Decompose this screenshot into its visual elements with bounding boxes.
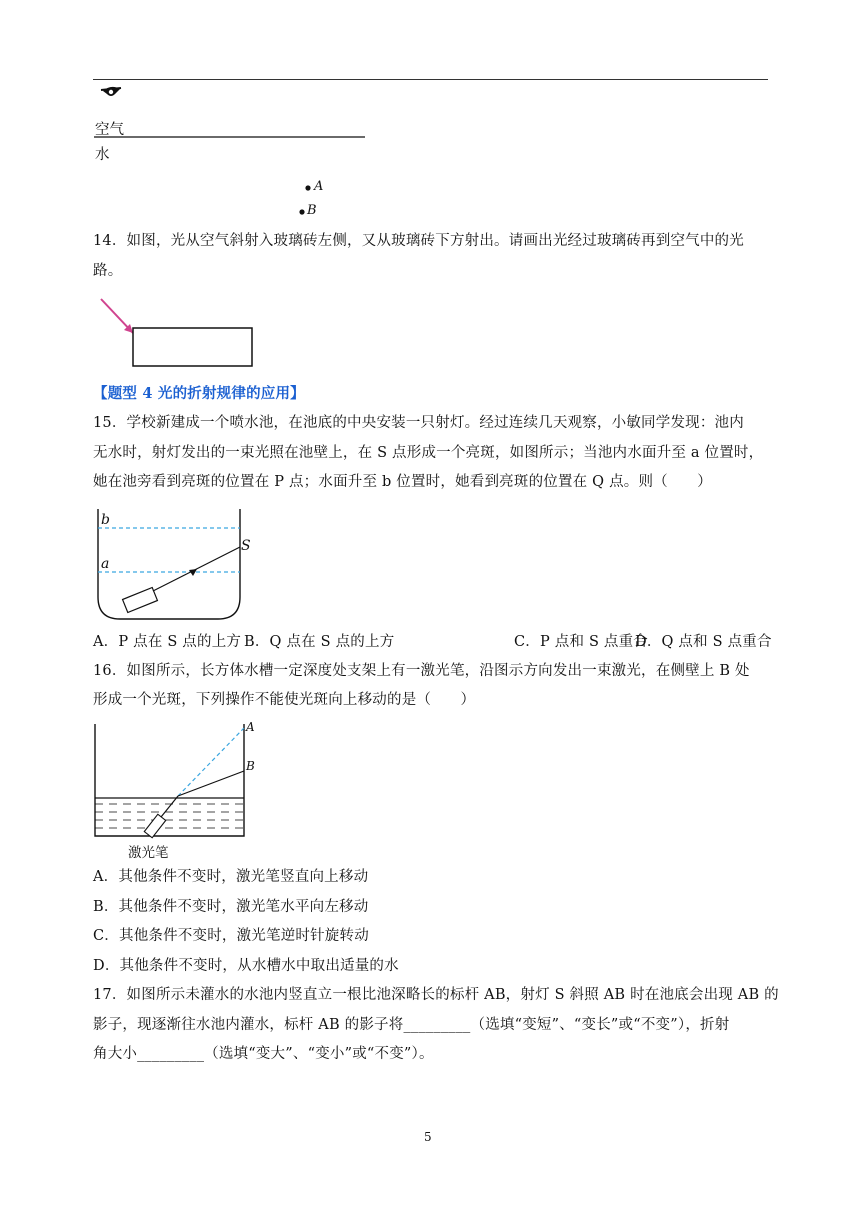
eye-icon — [101, 87, 121, 96]
q14-text-line2: 路。 — [93, 263, 123, 279]
q16-option-d: D．其他条件不变时，从水槽水中取出适量的水 — [93, 958, 399, 974]
q16-text-line1: 16．如图所示，长方体水槽一定深度处支架上有一激光笔，沿图示方向发出一束激光，在侧壁上 B 处 — [93, 663, 750, 679]
q16-option-a: A．其他条件不变时，激光笔竖直向上移动 — [93, 869, 369, 885]
water-label: 水 — [95, 147, 110, 163]
straight-path-dashed — [178, 728, 244, 796]
point-a-dot — [305, 185, 310, 190]
point-b-label: B — [307, 203, 317, 218]
section-heading: 【题型 4 光的折射规律的应用】 — [93, 385, 305, 402]
q15-option-a: A．P 点在 S 点的上方 — [93, 634, 242, 650]
q16-figure — [93, 720, 253, 842]
q14-text-line1: 14．如图，光从空气斜射入玻璃砖左侧，又从玻璃砖下方射出。请画出光经过玻璃砖再到空气中的光 — [93, 233, 744, 249]
q13-figure — [93, 82, 383, 222]
air-label: 空气 — [95, 122, 124, 138]
water-body — [95, 798, 244, 836]
q14-figure — [93, 294, 263, 374]
q15-option-c: C．P 点和 S 点重合 — [514, 634, 649, 650]
q17-text-line3: 角大小_________（选填“变大”、“变小”或“不变”）。 — [93, 1046, 434, 1062]
q15-label-b: b — [101, 512, 110, 528]
point-a-label: A — [314, 179, 324, 194]
point-b-dot — [299, 209, 304, 214]
q17-text-line2: 影子，现逐渐往水池内灌水，标杆 AB 的影子将_________（选填“变短”、“变长”或“不变”），折射 — [93, 1017, 730, 1033]
light-beam — [153, 547, 240, 591]
q15-figure — [93, 505, 253, 625]
q16-label-a: A — [246, 720, 255, 734]
q16-option-b: B．其他条件不变时，激光笔水平向左移动 — [93, 899, 369, 915]
refracted-beam — [178, 771, 244, 796]
q15-text-line1: 15．学校新建成一个喷水池，在池底的中央安装一只射灯。经过连续几天观察，小敏同学发现：池内 — [93, 415, 744, 431]
q15-label-s: S — [241, 538, 251, 554]
q17-text-line1: 17．如图所示未灌水的水池内竖直立一根比池深略长的标杆 AB，射灯 S 斜照 AB 时在池底会出现 AB 的 — [93, 987, 779, 1003]
spotlight — [123, 588, 158, 613]
q15-text-line3: 她在池旁看到亮斑的位置在 P 点；水面升至 b 位置时，她看到亮斑的位置在 Q 点。则（ ） — [93, 474, 712, 490]
header-rule — [93, 79, 768, 80]
pool-outline — [98, 509, 240, 619]
q16-option-c: C．其他条件不变时，激光笔逆时针旋转动 — [93, 928, 369, 944]
page-number: 5 — [424, 1130, 432, 1144]
glass-brick — [133, 328, 252, 366]
q15-text-line2: 无水时，射灯发出的一束光照在池壁上，在 S 点形成一个亮斑，如图所示；当池内水面升至 a 位置时， — [93, 445, 764, 461]
q15-option-b: B．Q 点在 S 点的上方 — [244, 634, 395, 650]
q16-label-b: B — [246, 759, 255, 773]
laser-pen-caption: 激光笔 — [128, 845, 169, 861]
q15-option-d: D．Q 点和 S 点重合 — [635, 634, 772, 650]
q15-label-a: a — [101, 556, 110, 572]
q16-text-line2: 形成一个光斑，下列操作不能使光斑向上移动的是（ ） — [93, 692, 476, 708]
